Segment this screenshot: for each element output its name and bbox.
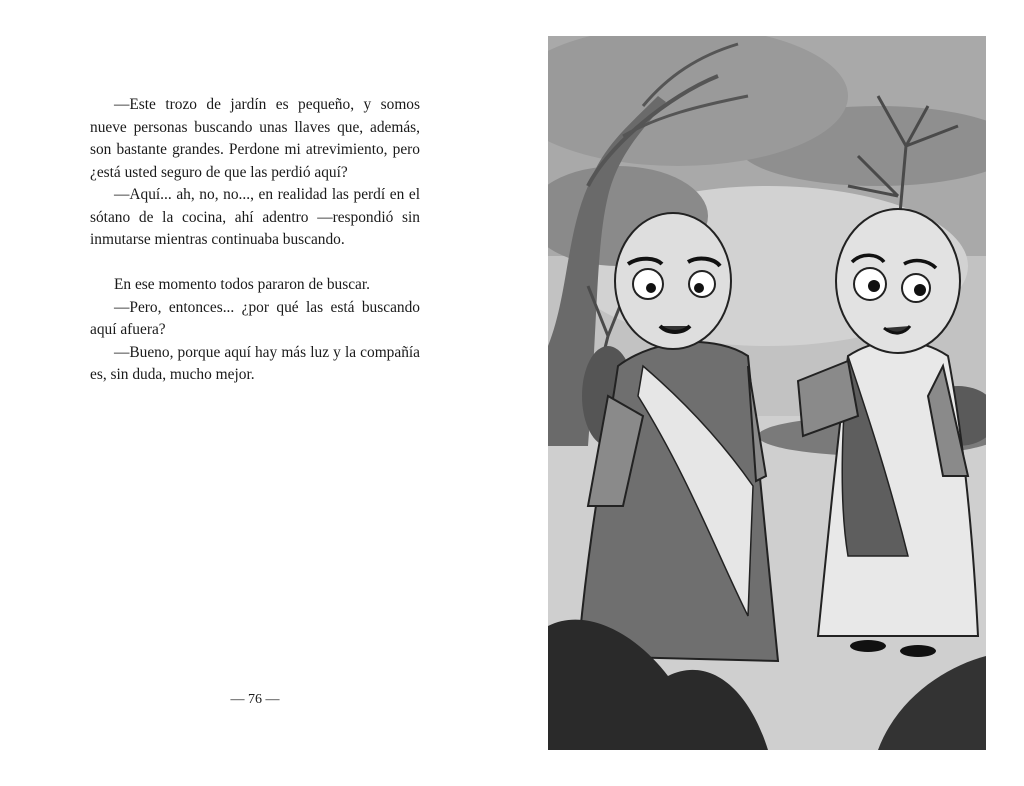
paragraph: —Pero, entonces... ¿por qué las está buscando aquí afuera? <box>90 298 420 338</box>
page-number: — 76 — <box>230 692 280 707</box>
body-text <box>90 94 420 387</box>
paragraph: —Aquí... ah, no, no..., en realidad las perdí en el sótano de la cocina, ahí adentro —respondió sin inmutarse mientras continuaba buscando. <box>90 186 420 248</box>
paragraph: —Bueno, porque aquí hay más luz y la compañía es, sin duda, mucho mejor. <box>90 343 420 383</box>
paragraph-break <box>90 252 420 275</box>
monks-illustration <box>548 36 986 750</box>
paragraph: —Este trozo de jardín es pequeño, y somos nueve personas buscando unas llaves que, además, son bastante grandes. Perdone mi atrevimiento, pero ¿está usted seguro de que las perdió aquí? <box>90 96 420 181</box>
paragraph: En ese momento todos pararon de buscar. <box>114 276 371 293</box>
